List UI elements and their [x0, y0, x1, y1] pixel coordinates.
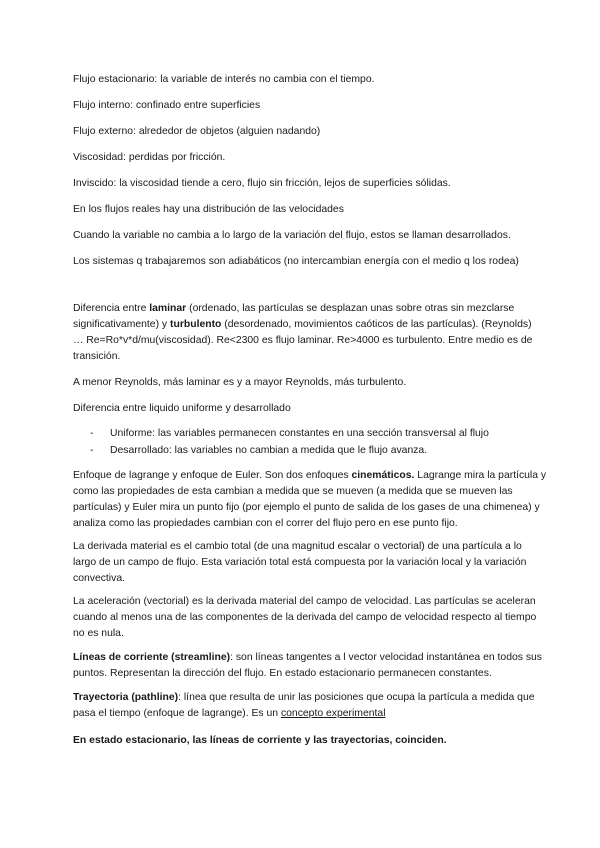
conclusion-statement: En estado estacionario, las líneas de corriente y las trayectorias, coinciden.	[73, 735, 447, 746]
definition-flujo-estacionario: Flujo estacionario: la variable de interés no cambia con el tiempo.	[73, 74, 375, 85]
definition-flujo-interno: Flujo interno: confinado entre superficies	[73, 100, 261, 111]
diferencia-uniforme-heading: Diferencia entre liquido uniforme y desarrollado	[73, 403, 291, 414]
text: La aceleración (vectorial) es la derivada material del campo de velocidad. Las partículas se aceleran	[73, 596, 536, 607]
text: pasa el tiempo (enfoque de lagrange). Es un	[73, 708, 281, 719]
concepto-experimental-link[interactable]: concepto experimental	[280, 708, 386, 719]
text: Enfoque de lagrange y enfoque de Euler. Son dos enfoques	[73, 470, 352, 481]
bullet-dash: -	[90, 445, 94, 456]
text: Diferencia entre	[73, 303, 150, 314]
term-pathline: Trayectoria (pathline)	[73, 692, 179, 703]
text: puntos. Representan la dirección del flujo. En estado estacionario permanecen constantes.	[73, 668, 492, 679]
text: analiza como las propiedades cambian con el correr del flujo pero en ese punto fijo.	[73, 518, 458, 529]
text: convectiva.	[73, 573, 125, 584]
note-adiabaticos: Los sistemas q trabajaremos son adiabáticos (no intercambian energía con el medio q los rodea)	[73, 256, 519, 267]
reynolds-comparison: A menor Reynolds, más laminar es y a mayor Reynolds, más turbulento.	[73, 377, 407, 388]
text: : línea que resulta de unir las posiciones que ocupa la partícula a medida que	[178, 692, 535, 703]
note-flujos-reales: En los flujos reales hay una distribución de las velocidades	[73, 204, 344, 215]
term-laminar: laminar	[149, 303, 187, 314]
bullet-text: Uniforme: las variables permanecen constantes en una sección transversal al flujo	[110, 428, 489, 439]
text: partículas) y Euler mira un punto fijo (por ejemplo el punto de salida de los gases de una chimenea) y	[73, 502, 540, 513]
note-desarrollados: Cuando la variable no cambia a lo largo de la variación del flujo, estos se llaman desarrollados.	[73, 230, 511, 241]
bullet-dash: -	[90, 428, 94, 439]
term-streamline: Líneas de corriente (streamline)	[73, 652, 231, 663]
reynolds-formula: … Re=Ro*v*d/mu(viscosidad). Re<2300 es flujo laminar. Re>4000 es turbulento. Entre medio es de	[73, 335, 533, 346]
text: transición.	[73, 351, 121, 362]
text: largo de un campo de flujo. Esta variación total está compuesta por la variación local y la variación	[73, 557, 527, 568]
definition-viscosidad: Viscosidad: perdidas por fricción.	[73, 152, 226, 163]
term-turbulento: turbulento	[170, 319, 222, 330]
text: como las propiedades de esta cambian a medida que se mueven (a medida que se mueven las	[73, 486, 513, 497]
text: (desordenado, movimientos caóticos de las partículas). (Reynolds)	[221, 319, 532, 330]
text: Lagrange mira la partícula y	[414, 470, 547, 481]
definition-flujo-externo: Flujo externo: alrededor de objetos (alguien nadando)	[73, 126, 321, 137]
definition-inviscido: Inviscido: la viscosidad tiende a cero, flujo sin fricción, lejos de superficies sólidas.	[73, 178, 451, 189]
text: significativamente) y	[73, 319, 171, 330]
text: cuando al menos una de las componentes de la derivada del campo de velocidad respecto al tiempo	[73, 612, 537, 623]
text: : son líneas tangentes a l vector velocidad instantánea en todos sus	[230, 652, 543, 663]
term-cinematicos: cinemáticos.	[351, 470, 415, 481]
text: no es nula.	[73, 628, 124, 639]
text: (ordenado, las partículas se desplazan unas sobre otras sin mezclarse	[186, 303, 515, 314]
bullet-text: Desarrollado: las variables no cambian a medida que le flujo avanza.	[110, 445, 428, 456]
text: La derivada material es el cambio total (de una magnitud escalar o vectorial) de una partícula a lo	[73, 541, 522, 552]
